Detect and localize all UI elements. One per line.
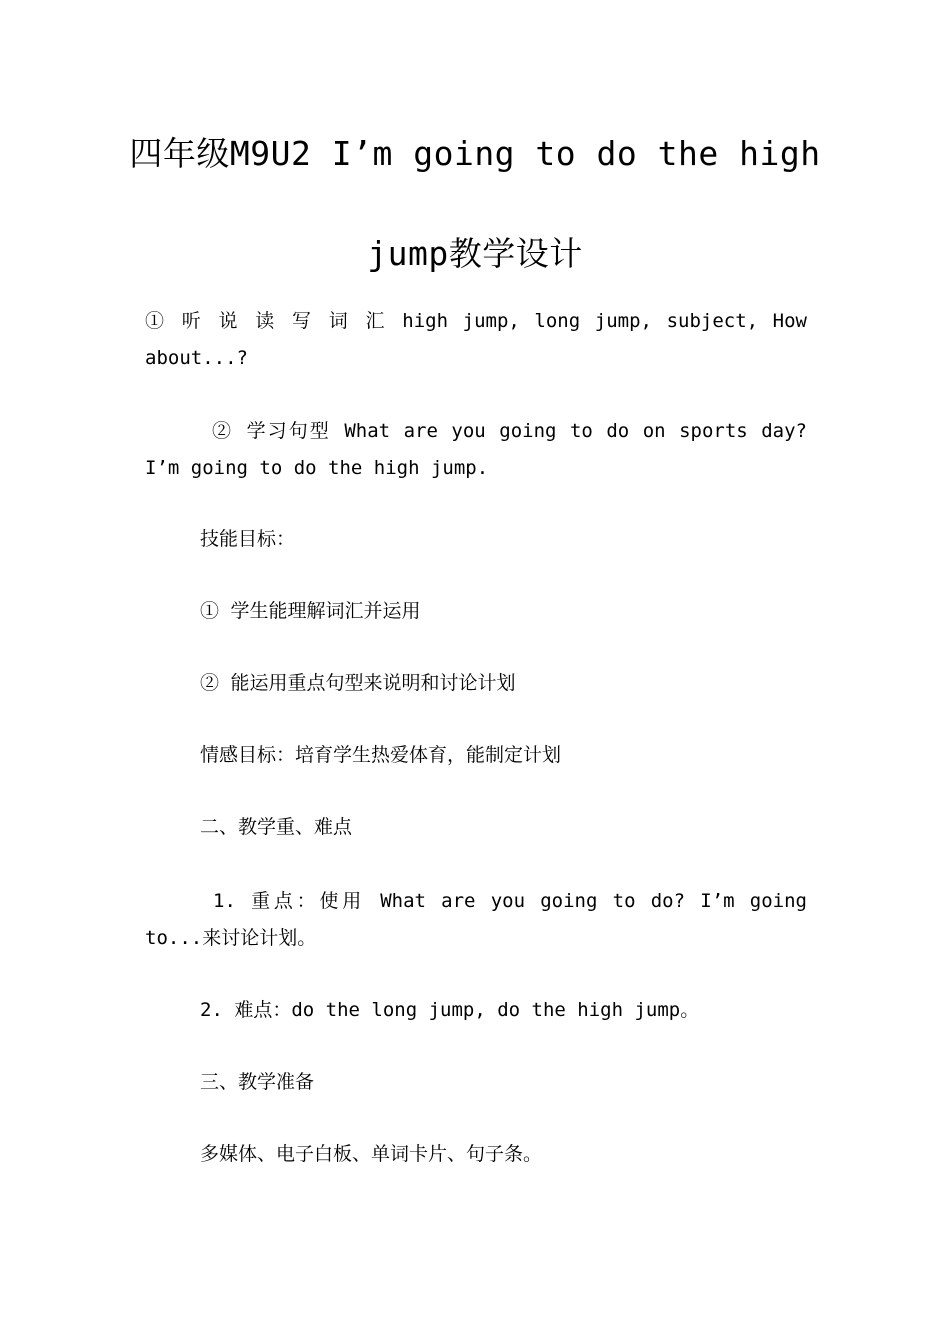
paragraph-skill-goals-heading: 技能目标： xyxy=(200,528,296,550)
document-title-line-2: jump教学设计 xyxy=(367,234,583,273)
section-heading-preparation: 三、教学准备 xyxy=(200,1071,315,1093)
paragraph-difficult-point: 2. 难点：do the long jump, do the high jump。 xyxy=(200,999,700,1021)
paragraph-emotional-goal: 情感目标：培育学生热爱体育，能制定计划 xyxy=(200,744,562,766)
paragraph-materials: 多媒体、电子白板、单词卡片、句子条。 xyxy=(200,1143,543,1165)
paragraph-vocabulary-objective: ① 听 说 读 写 词 汇 high jump, long jump, subject, How about...? xyxy=(145,310,807,369)
paragraph-skill-goal-2: ② 能运用重点句型来说明和讨论计划 xyxy=(200,672,516,694)
document-title-line-1: 四年级M9U2 I’m going to do the high xyxy=(129,134,821,173)
paragraph-skill-goal-1: ① 学生能理解词汇并运用 xyxy=(200,600,421,622)
paragraph-sentence-objective: ② 学习句型 What are you going to do on sports day? I’m going to do the high jump. xyxy=(145,420,807,479)
section-heading-key-points: 二、教学重、难点 xyxy=(200,816,353,838)
paragraph-key-point: 1. 重点：使用 What are you going to do? I’m going to...来讨论计划。 xyxy=(145,890,807,949)
